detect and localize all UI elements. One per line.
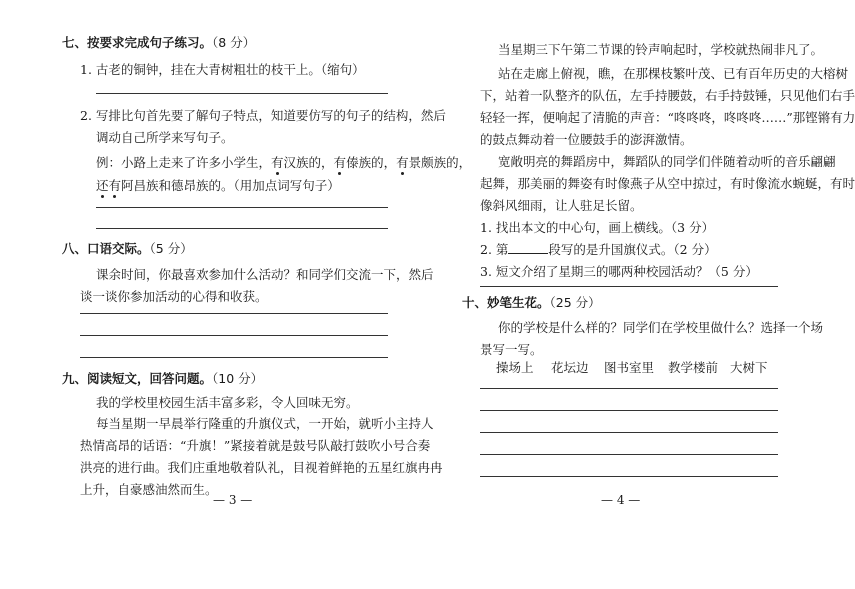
scene-option: 图书室里 xyxy=(604,360,655,375)
q7-item2-line1: 2. 写排比句首先要了解句子特点，知道要仿写的句子的结构，然后 xyxy=(80,108,446,123)
dotted-word: 有 xyxy=(334,155,347,170)
passage-line: 的鼓点舞动着一位腰鼓手的澎湃激情。 xyxy=(480,132,693,147)
passage-line: 像斜风细雨，让人驻足长留。 xyxy=(480,198,643,213)
q9-question-1: 1. 找出本文的中心句，画上横线。（3 分） xyxy=(480,220,715,235)
passage-line: 轻轻一挥，便响起了清脆的声音：“咚咚咚，咚咚咚……”那铿锵有力 xyxy=(480,110,855,125)
page-right xyxy=(400,0,855,589)
q9-heading xyxy=(62,369,263,387)
answer-line[interactable] xyxy=(80,313,388,314)
q10-heading xyxy=(462,293,601,311)
passage-line: 站在走廊上俯视，瞧，在那棵枝繁叶茂、已有百年历史的大榕树 xyxy=(498,66,849,81)
example-text: 景颇族的， xyxy=(408,155,472,170)
question-text: 段写的是升国旗仪式。（2 分） xyxy=(548,242,717,257)
q10-score: （25 分） xyxy=(549,295,601,310)
scene-option: 大树下 xyxy=(730,360,768,375)
dotted-word: 有 xyxy=(109,178,122,193)
passage-line: 下，站着一队整齐的队伍，左手持腰鼓，右手持鼓锤，只见他们右手 xyxy=(480,88,855,103)
q7-heading xyxy=(62,33,255,51)
scene-option: 操场上 xyxy=(496,360,534,375)
q7-title: 七、按要求完成句子练习。 xyxy=(62,35,213,50)
example-text: 傣族的， xyxy=(346,155,397,170)
question-text: 2. 第 xyxy=(480,242,509,257)
example-text: 汉族的， xyxy=(283,155,334,170)
answer-line[interactable] xyxy=(480,388,778,389)
q8-heading xyxy=(62,239,193,257)
answer-line[interactable] xyxy=(96,207,388,208)
q7-example-line2 xyxy=(96,176,340,194)
answer-line[interactable] xyxy=(480,286,778,287)
answer-line[interactable] xyxy=(480,454,778,455)
scene-option: 教学楼前 xyxy=(668,360,719,375)
dotted-word: 有 xyxy=(271,155,284,170)
answer-line[interactable] xyxy=(80,335,388,336)
q9-title: 九、阅读短文，回答问题。 xyxy=(62,371,213,386)
answer-line[interactable] xyxy=(480,476,778,477)
passage-line: 起舞，那美丽的舞姿有时像燕子从空中掠过，有时像流水蜿蜒，有时 xyxy=(480,176,855,191)
q10-title: 十、妙笔生花。 xyxy=(462,295,550,310)
example-text: 例：小路上走来了许多小学生， xyxy=(96,155,272,170)
answer-line[interactable] xyxy=(96,93,388,94)
page-number: — 4 — xyxy=(601,493,641,507)
q7-score: （8 分） xyxy=(212,35,256,50)
q8-score: （5 分） xyxy=(149,241,193,256)
q7-item1: 1. 古老的铜钟，挂在大青树粗壮的枝干上。（缩句） xyxy=(80,62,365,77)
dotted-word: 有 xyxy=(396,155,409,170)
passage-paragraph: 当星期三下午第二节课的铃声响起时，学校就热闹非凡了。 xyxy=(498,42,824,57)
q10-line2: 景写一写。 xyxy=(480,342,543,357)
passage-paragraph: 我的学校里校园生活丰富多彩，令人回味无穷。 xyxy=(96,395,359,410)
q7-item2-line2: 调动自己所学来写句子。 xyxy=(96,130,234,145)
passage-line: 宽敞明亮的舞蹈房中，舞蹈队的同学们伴随着动听的音乐翩翩 xyxy=(498,154,836,169)
q9-question-3: 3. 短文介绍了星期三的哪两种校园活动？（5 分） xyxy=(480,264,758,279)
q10-line1: 你的学校是什么样的？同学们在学校里做什么？选择一个场 xyxy=(498,320,824,335)
answer-line[interactable] xyxy=(480,432,778,433)
answer-line[interactable] xyxy=(80,357,388,358)
q8-line2: 谈一谈你参加活动的心得和收获。 xyxy=(80,289,268,304)
page-number: — 3 — xyxy=(213,493,253,507)
passage-line: 每当星期一早晨举行隆重的升旗仪式，一开始，就听小主持人 xyxy=(96,416,434,431)
fill-blank[interactable] xyxy=(508,242,548,254)
dotted-word: 还 xyxy=(96,178,109,193)
answer-line[interactable] xyxy=(96,228,388,229)
passage-line: 上升，自豪感油然而生。 xyxy=(80,482,218,497)
example-text: 阿昌族和德昂族的。（用加点词写句子） xyxy=(121,178,340,193)
q9-question-2 xyxy=(480,240,717,258)
q9-score: （10 分） xyxy=(212,371,264,386)
q8-line1: 课余时间，你最喜欢参加什么活动？和同学们交流一下，然后 xyxy=(96,267,434,282)
passage-line: 洪亮的进行曲。我们庄重地敬着队礼，目视着鲜艳的五星红旗冉冉 xyxy=(80,460,443,475)
answer-line[interactable] xyxy=(480,410,778,411)
scene-option: 花坛边 xyxy=(551,360,589,375)
passage-line: 热情高昂的话语：“升旗！”紧接着就是鼓号队敲打鼓吹小号合奏 xyxy=(80,438,431,453)
q8-title: 八、口语交际。 xyxy=(62,241,150,256)
